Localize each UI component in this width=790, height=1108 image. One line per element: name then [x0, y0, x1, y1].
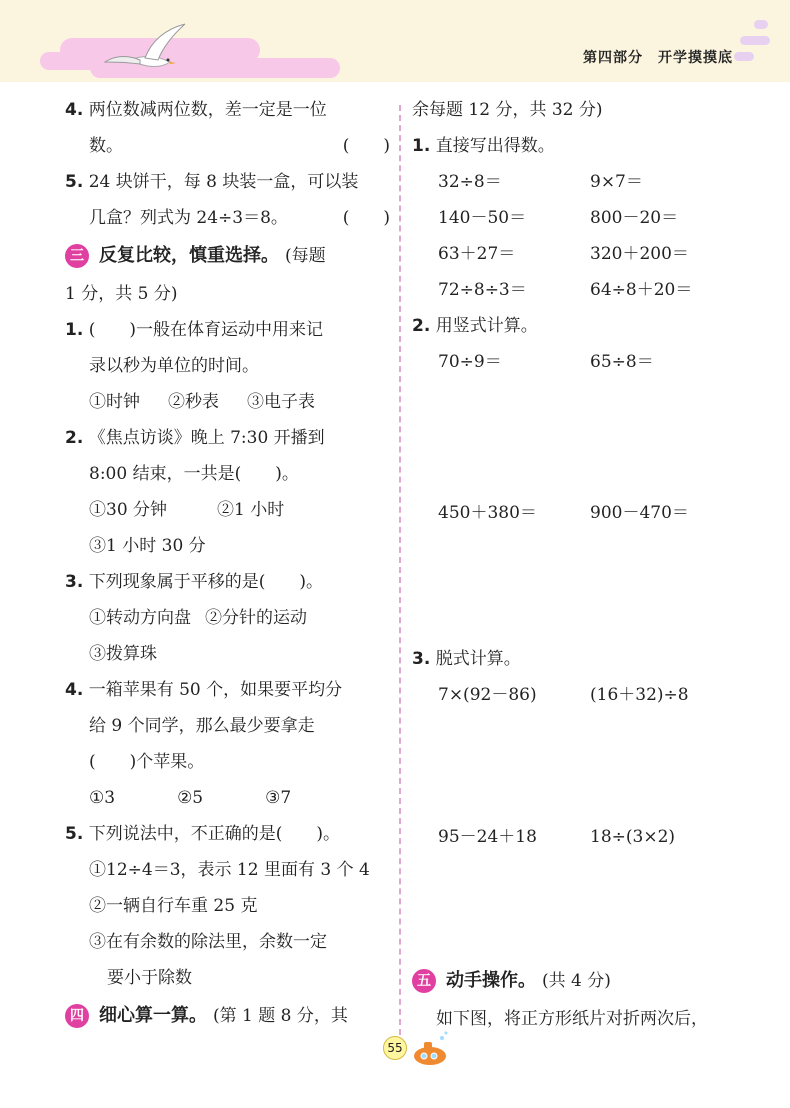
calc-item[interactable]: 140－50＝ [438, 208, 527, 228]
calc-item[interactable]: 72÷8÷3＝ [438, 280, 527, 300]
option-row [65, 924, 390, 960]
question-line: ( )个苹果。 [89, 752, 205, 772]
question-line: 1. 直接写出得数。 [412, 136, 555, 156]
question-line: 数。 ( ) [65, 128, 390, 164]
calc-item[interactable]: 65÷8＝ [590, 352, 654, 372]
section-heading [65, 996, 390, 1036]
question-line: 如下图，将正方形纸片对折两次后， [436, 1009, 708, 1029]
question-line: 5. 下列说法中，不正确的是( )。 [65, 824, 340, 844]
work-space[interactable] [412, 380, 732, 495]
option-row [65, 852, 390, 888]
work-space[interactable] [412, 713, 732, 819]
question-line: 2. 用竖式计算。 [412, 316, 538, 336]
option[interactable]: ③1 小时 30 分 [89, 536, 206, 556]
seagull-icon [100, 22, 200, 82]
option-row [65, 636, 390, 672]
calc-row [412, 344, 732, 380]
option[interactable]: ①时钟 [89, 392, 140, 412]
option[interactable]: ②分针的运动 [205, 608, 307, 628]
answer-blank[interactable]: ( ) [342, 208, 390, 228]
option[interactable]: ①30 分钟 [89, 500, 168, 520]
calc-row [412, 677, 732, 713]
calc-row [412, 236, 732, 272]
calc-item[interactable]: (16＋32)÷8 [590, 685, 689, 705]
option[interactable]: ②秒表 [168, 392, 219, 412]
calc-item[interactable]: 18÷(3×2) [590, 827, 676, 847]
calc-row [412, 272, 732, 308]
option-row [65, 528, 390, 564]
section-title: 细心算一算。 [99, 1005, 207, 1026]
calc-item[interactable]: 800－20＝ [590, 208, 679, 228]
option-continuation: 要小于除数 [107, 968, 192, 988]
section-score-line: 1 分，共 5 分) [65, 284, 178, 304]
work-space[interactable] [412, 531, 732, 641]
section-badge: 五 [412, 969, 436, 993]
question-line: 几盒？列式为 24÷3＝8。 ( ) [65, 200, 390, 236]
calc-item[interactable]: 64÷8＋20＝ [590, 280, 693, 300]
section-score: (第 1 题 8 分，其 [213, 1006, 348, 1026]
option-row [65, 600, 390, 636]
calc-item[interactable]: 95－24＋18 [438, 827, 537, 847]
question-line: 4. 两位数减两位数，差一定是一位 [65, 100, 327, 120]
calc-item[interactable]: 70÷9＝ [438, 352, 502, 372]
left-column [65, 92, 390, 1036]
answer-blank[interactable]: ( ) [342, 136, 390, 156]
calc-item[interactable]: 450＋380＝ [438, 503, 537, 523]
option[interactable]: ③7 [265, 788, 292, 808]
section-title: 反复比较，慎重选择。 [99, 245, 279, 266]
section-heading [65, 236, 390, 276]
option[interactable]: ①3 [89, 788, 116, 808]
calc-item[interactable]: 7×(92－86) [438, 685, 537, 705]
question-line: 5. 24 块饼干，每 8 块装一盒，可以装 [65, 172, 359, 192]
header-decoration [732, 20, 772, 68]
calc-row [412, 819, 732, 855]
column-divider [399, 105, 401, 1035]
option[interactable]: ②5 [177, 788, 204, 808]
question-line: 2. 《焦点访谈》晚上 7:30 开播到 [65, 428, 325, 448]
question-line: 3. 下列现象属于平移的是( )。 [65, 572, 323, 592]
calc-row [412, 164, 732, 200]
section-badge: 三 [65, 244, 89, 268]
option-row [65, 960, 390, 996]
section-badge: 四 [65, 1004, 89, 1028]
calc-row [412, 200, 732, 236]
question-line: 给 9 个同学，那么最少要拿走 [89, 716, 315, 736]
option-row [65, 780, 390, 816]
section-heading [412, 961, 732, 1001]
section-score: (共 4 分) [542, 971, 611, 991]
right-column [412, 92, 732, 1037]
option-row [65, 384, 390, 420]
question-line: 3. 脱式计算。 [412, 649, 521, 669]
option[interactable]: ②1 小时 [217, 500, 285, 520]
calc-item[interactable]: 900－470＝ [590, 503, 689, 523]
section-title: 动手操作。 [446, 970, 536, 991]
section-score: (每题 [285, 246, 326, 266]
section-tag: 第四部分 开学摸摸底 [583, 50, 733, 66]
page-header [0, 0, 790, 82]
submarine-icon [410, 1030, 450, 1070]
option[interactable]: ③在有余数的除法里，余数一定 [89, 932, 327, 952]
option[interactable]: ③拨算珠 [89, 644, 157, 664]
calc-item[interactable]: 320＋200＝ [590, 244, 689, 264]
calc-item[interactable]: 63＋27＝ [438, 244, 516, 264]
option[interactable]: ③电子表 [247, 392, 315, 412]
option[interactable]: ①转动方向盘 [89, 608, 191, 628]
question-line: 4. 一箱苹果有 50 个，如果要平均分 [65, 680, 343, 700]
question-line: 1. ( )一般在体育运动中用来记 [65, 320, 323, 340]
question-line: 8:00 结束，一共是( )。 [89, 464, 299, 484]
option[interactable]: ②一辆自行车重 25 克 [89, 896, 258, 916]
option-row [65, 888, 390, 924]
work-space[interactable] [412, 855, 732, 961]
calc-row [412, 495, 732, 531]
section-score-line: 余每题 12 分，共 32 分) [412, 100, 603, 120]
option-row [65, 492, 390, 528]
page-number: 55 [383, 1036, 407, 1060]
option[interactable]: ①12÷4＝3，表示 12 里面有 3 个 4 [89, 860, 370, 880]
calc-item[interactable]: 32÷8＝ [438, 172, 502, 192]
question-line: 录以秒为单位的时间。 [89, 356, 259, 376]
calc-item[interactable]: 9×7＝ [590, 172, 643, 192]
